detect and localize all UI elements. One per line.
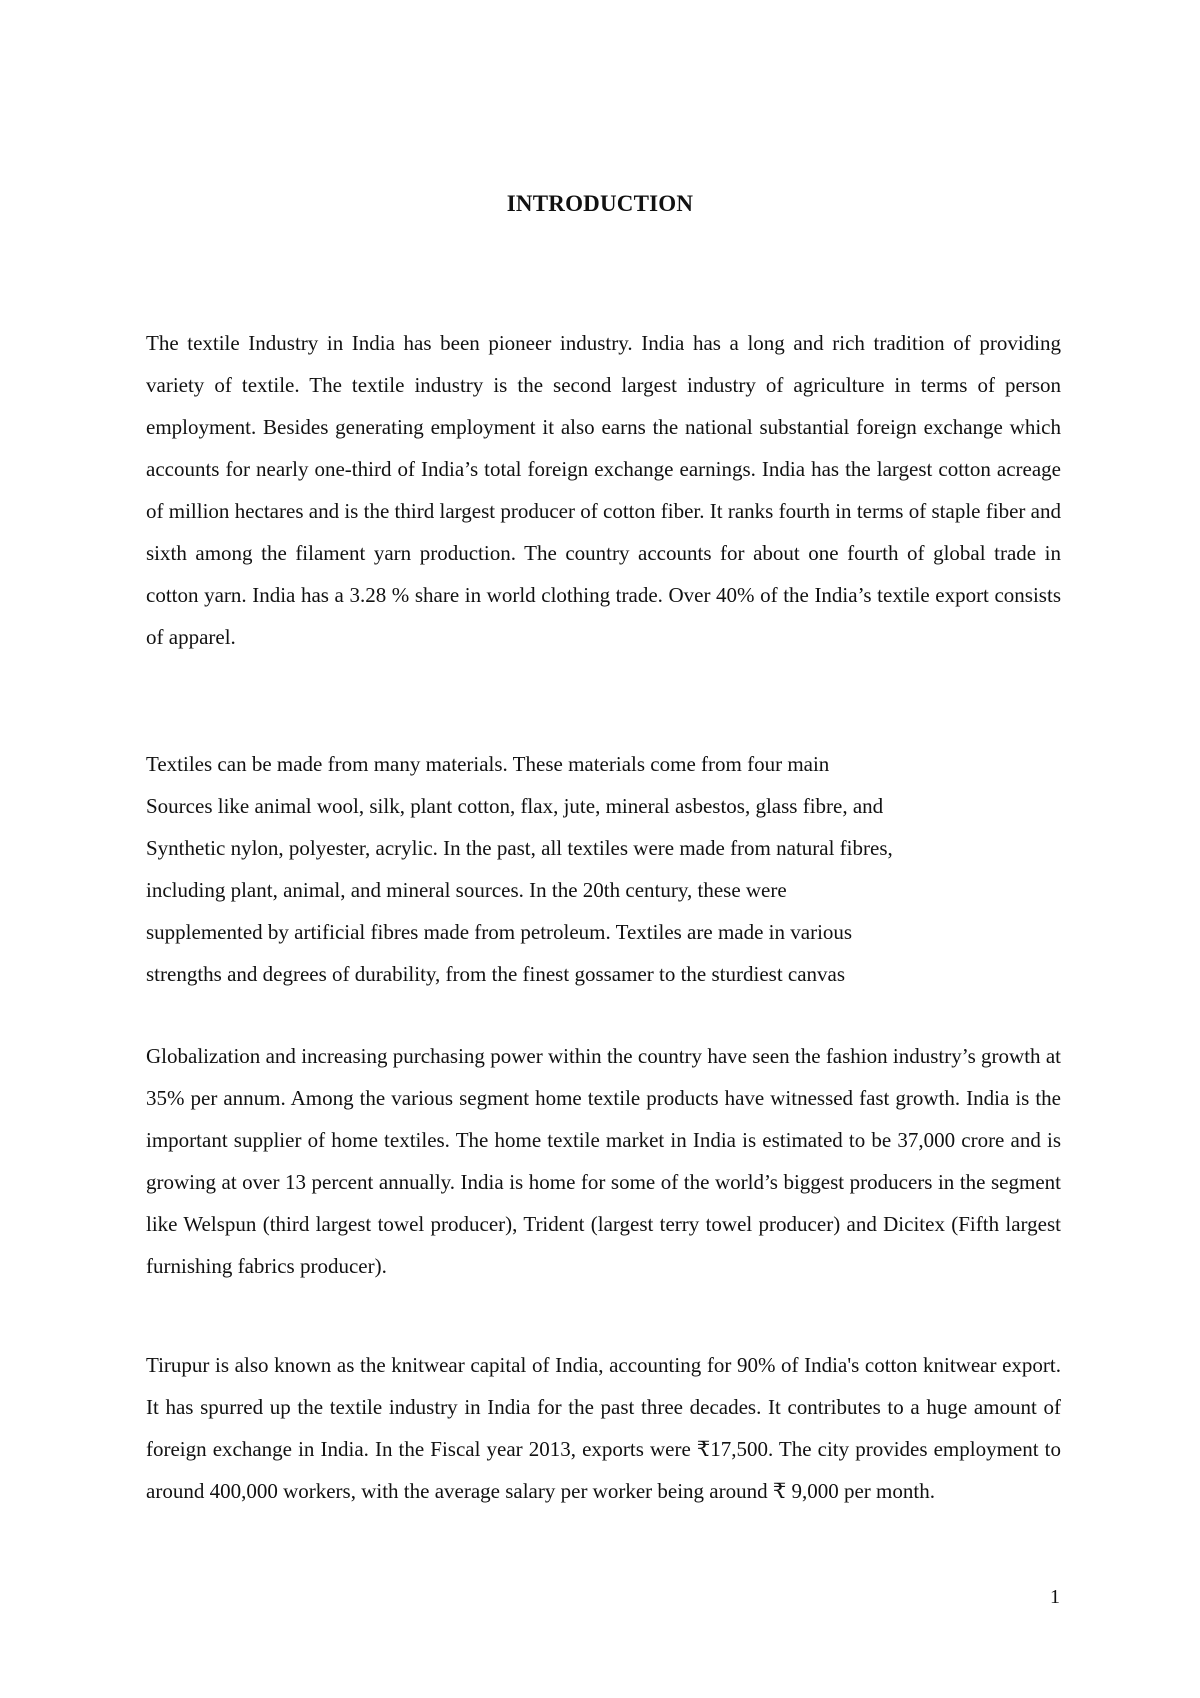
page-title: INTRODUCTION — [506, 191, 694, 216]
paragraph-tirupur-knitwear: Tirupur is also known as the knitwear capital of India, accounting for 90% of India's cotton knitwear export. It has spurred up the textile industry in India for the past three decades. It contributes to a huge amount of foreign exchange in India. In the Fiscal year 2013, exports were ₹17,500. The city provides employment to around 400,000 workers, with the average salary per worker being around ₹ 9,000 per month. — [146, 1353, 1061, 1503]
paragraph-textile-industry-overview: The textile Industry in India has been pioneer industry. India has a long and rich tradition of providing variety of textile. The textile industry is the second largest industry of agriculture in terms of person employment. Besides generating employment it also earns the national substantial foreign exchange which accounts for nearly one-third of India’s total foreign exchange earnings. India has the largest cotton acreage of million hectares and is the third largest producer of cotton fiber. It ranks fourth in terms of staple fiber and sixth among the filament yarn production. The country accounts for about one fourth of global trade in cotton yarn. India has a 3.28 % share in world clothing trade. Over 40% of the India’s textile export consists of apparel. — [146, 331, 1061, 649]
paragraph-globalization-home-textiles: Globalization and increasing purchasing power within the country have seen the fashion industry’s growth at 35% per annum. Among the various segment home textile products have witnessed fast growth. India is the important supplier of home textiles. The home textile market in India is estimated to be 37,000 crore and is growing at over 13 percent annually. India is home for some of the world’s biggest producers in the segment like Welspun (third largest towel producer), Trident (largest terry towel producer) and Dicitex (Fifth largest furnishing fabrics producer). — [146, 1044, 1061, 1278]
paragraph-textile-materials: Textiles can be made from many materials. These materials come from four main Sources like animal wool, silk, plant cotton, flax, jute, mineral asbestos, glass fibre, and Synthetic nylon, polyester, acrylic. In the past, all textiles were made from natural fibres, including plant, animal, and mineral sources. In the 20th century, these were supplemented by artificial fibres made from petroleum. Textiles are made in various strengths and degrees of durability, from the finest gossamer to the sturdiest canvas — [146, 752, 893, 986]
page-number: 1 — [1050, 1586, 1060, 1608]
